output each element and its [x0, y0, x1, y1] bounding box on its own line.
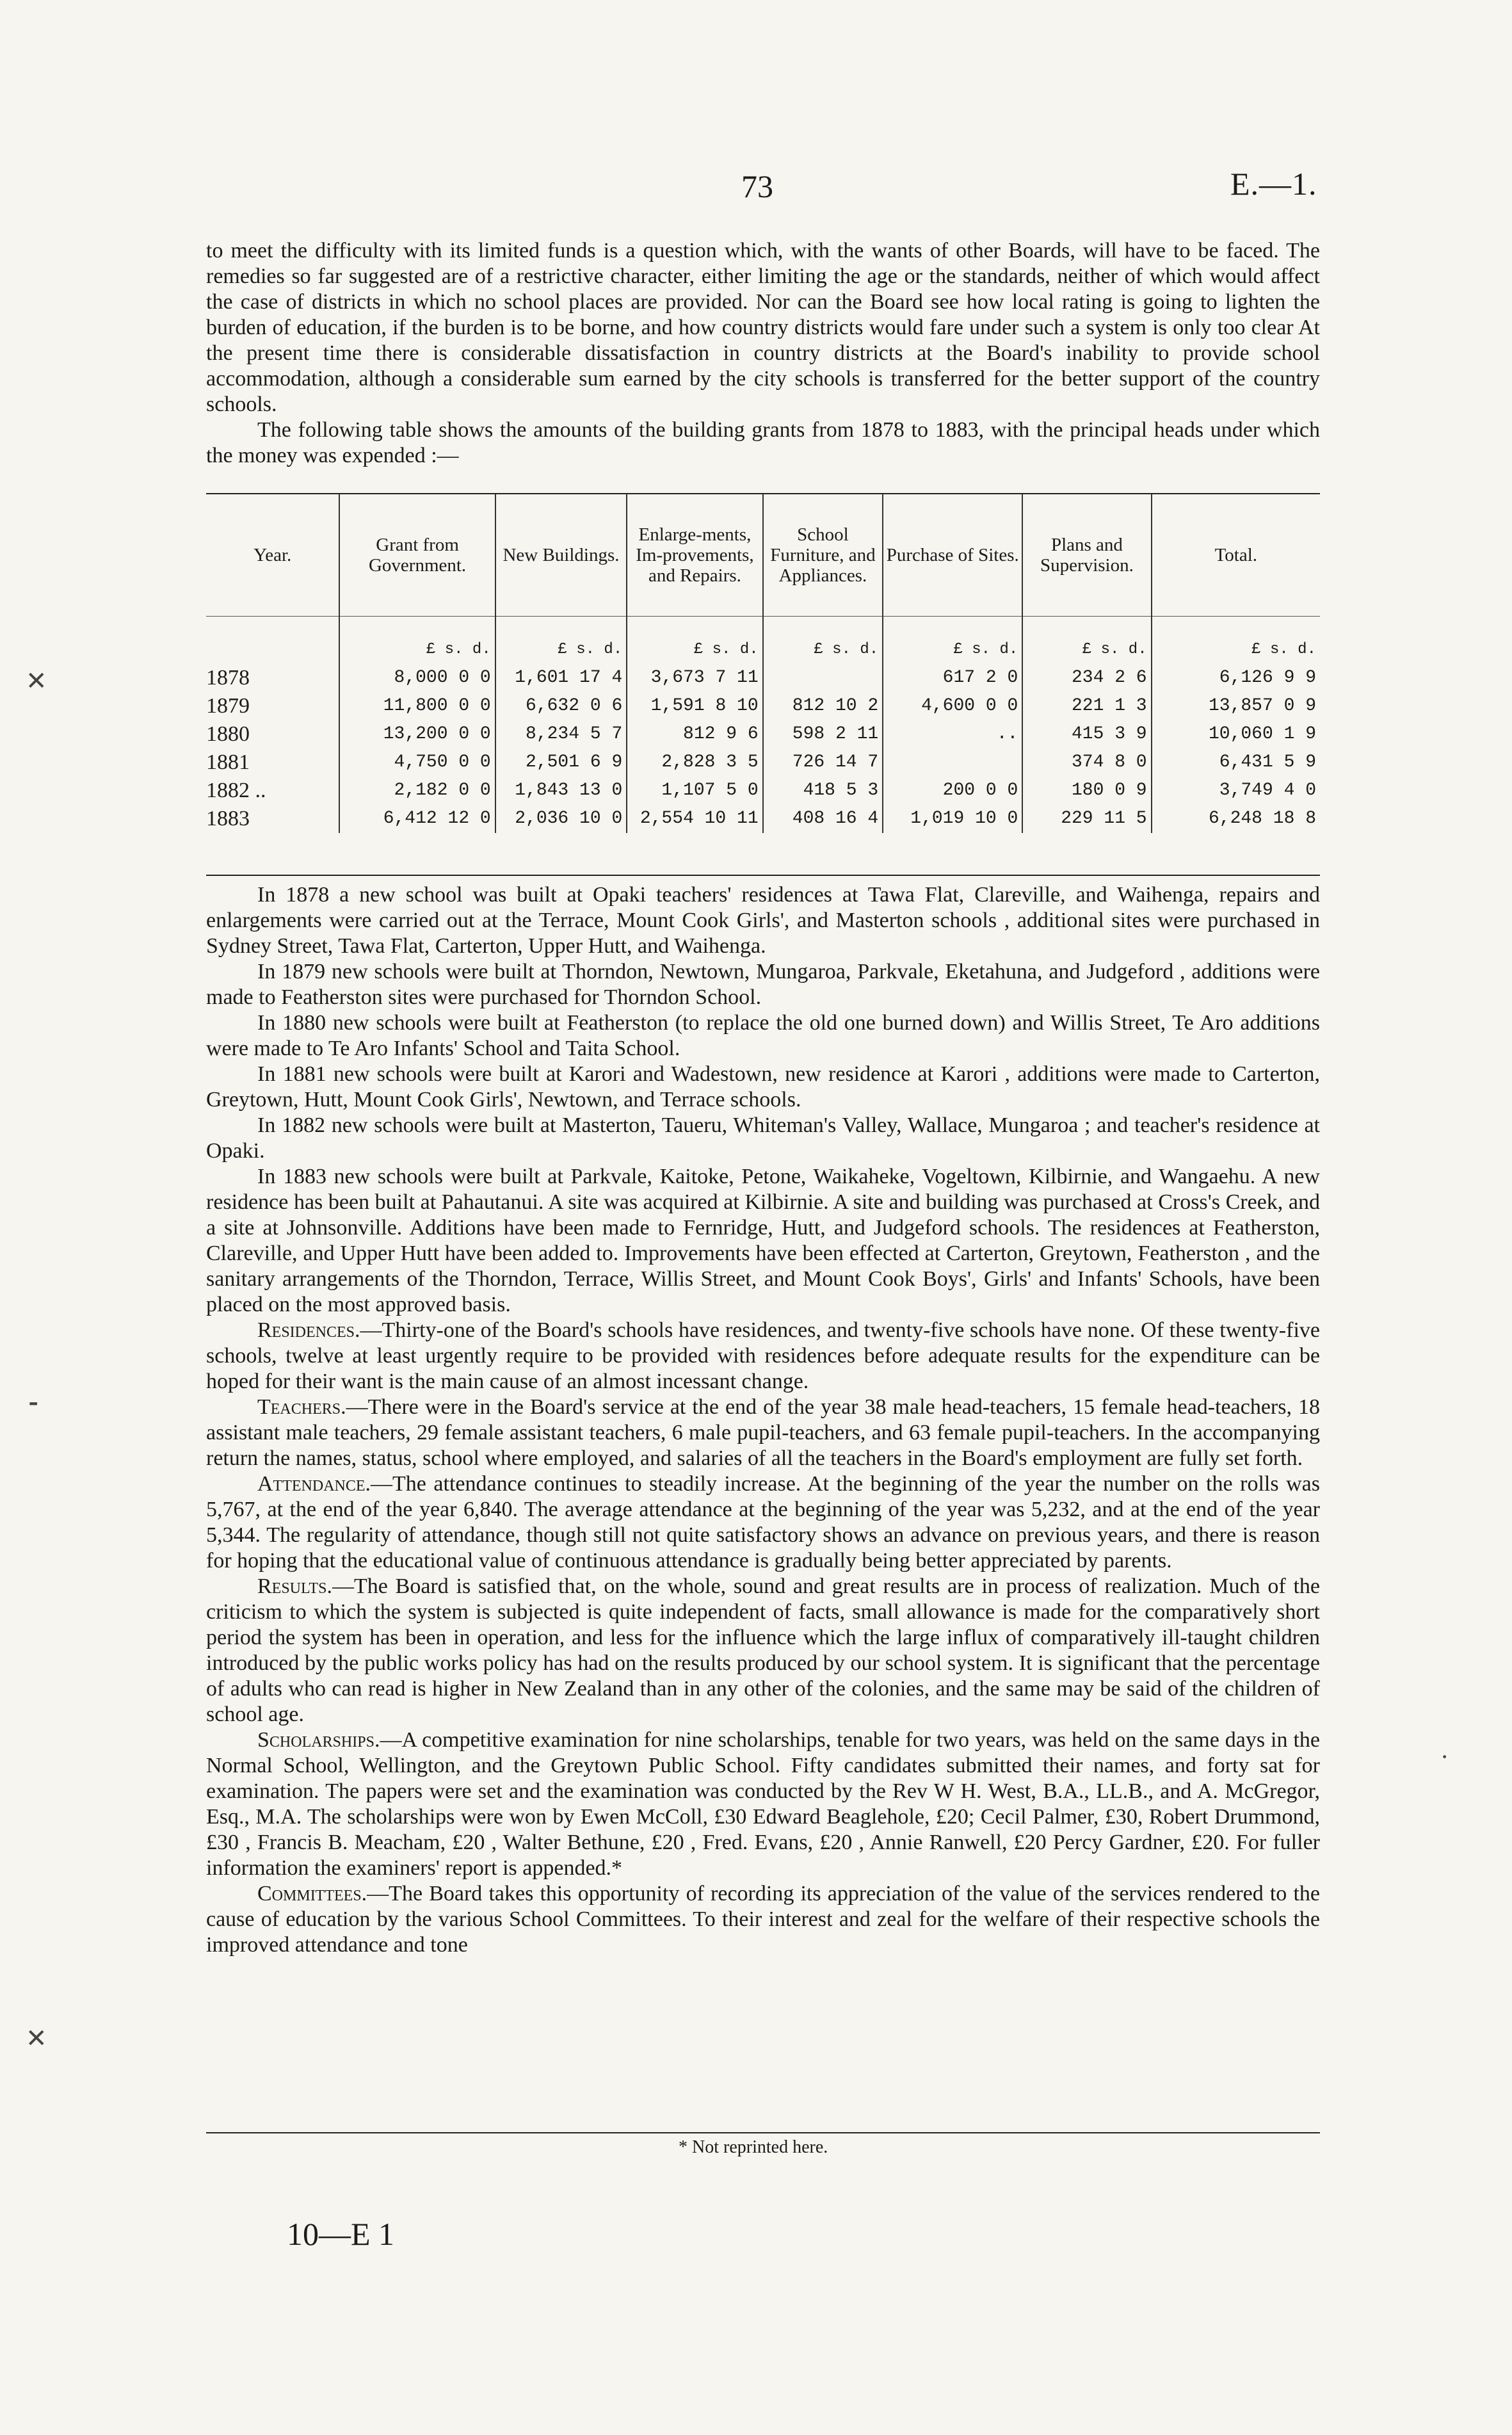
col-plans-header: Plans and Supervision. [1022, 494, 1151, 617]
table-cell: 4,600 0 0 [883, 692, 1022, 720]
residences-text: —Thirty-one of the Board's schools have residences, and twenty-five schools have none. Of these twenty-five schools, twelve at least urgently require to be provided with residences before adequate results for the expenditure can be hoped for their want is the main cause of an almost incessant change. [206, 1318, 1320, 1393]
paragraph-1879: In 1879 new schools were built at Thorndon, Newtown, Mungaroa, Parkvale, Eketahuna, and Judgeford , additions were made to Featherston sites were purchased for Thorndon School. [206, 960, 1320, 1009]
table-cell: 6,431 5 9 [1152, 748, 1320, 777]
table-header-row [206, 494, 1320, 617]
table-row [206, 777, 1320, 805]
table-cell: 6,248 18 8 [1152, 805, 1320, 833]
table-cell [206, 617, 339, 665]
intro-paragraph: to meet the difficulty with its limited funds is a question which, with the wants of other Boards, will have to be faced. The remedies so far suggested are of a restrictive character, either limiting the age or the standards, neither of which would affect the case of districts in which no school places are provided. Nor can the Board see how local rating is going to lighten the burden of education, if the burden is to be borne, and how country districts would fare under such a system is only too clear At the present time there is considerable dissatisfaction in country districts at the Board's inability to provide school accommodation, although a considerable sum earned by the city schools is transferred for the better support of the country schools. [206, 239, 1320, 416]
col-total-header: Total. [1152, 494, 1320, 617]
table-cell: 3,673 7 11 [627, 664, 762, 692]
paragraph-1880: In 1880 new schools were built at Featherston (to replace the old one burned down) and Willis Street, Te Aro additions were made to Te Aro Infants' School and Taita School. [206, 1011, 1320, 1060]
margin-mark-icon: ⁃ [27, 1390, 40, 1419]
body-text [206, 882, 1320, 1958]
table-cell: £ s. d. [339, 617, 495, 665]
table-cell: 1878 [206, 666, 250, 690]
table-row [206, 748, 1320, 777]
table-cell: £ s. d. [1022, 617, 1151, 665]
table-cell: 374 8 0 [1022, 748, 1151, 777]
table-cell: 408 16 4 [763, 805, 883, 833]
table-cell: 1,019 10 0 [883, 805, 1022, 833]
table-bottom-rule [206, 875, 1320, 876]
table-cell: 1,107 5 0 [627, 777, 762, 805]
table-cell: £ s. d. [627, 617, 762, 665]
results-text: —The Board is satisfied that, on the whole, sound and great results are in process of realization. Much of the criticism to which the system is subjected is quite independent of facts, small allowance is made for the comparatively short period the system has been in operation, and less for the influence which the large influx of comparatively ill-taught children introduced by the public works policy has had on the results produced by our school system. It is significant that the percentage of adults who can read is higher in New Zealand than in any other of the colonies, and the same may be said of the children of school age. [206, 1574, 1320, 1726]
table-cell: 8,234 5 7 [495, 720, 627, 748]
table-cell: 6,412 12 0 [339, 805, 495, 833]
table-cell: 13,857 0 9 [1152, 692, 1320, 720]
table-cell: £ s. d. [1152, 617, 1320, 665]
table-cell [763, 664, 883, 692]
table-cell: 2,828 3 5 [627, 748, 762, 777]
table-cell: 6,632 0 6 [495, 692, 627, 720]
units-row [206, 617, 1320, 665]
table-cell: £ s. d. [883, 617, 1022, 665]
table-cell: 13,200 0 0 [339, 720, 495, 748]
table-cell: 10,060 1 9 [1152, 720, 1320, 748]
margin-mark-icon: ✕ [26, 2024, 47, 2053]
committees-heading: Committees. [257, 1882, 367, 1905]
committees-text: —The Board takes this opportunity of recording its appreciation of the value of the services rendered to the cause of education by the various School Committees. To their interest and zeal for the welfare of their respective schools the improved attendance and tone [206, 1882, 1320, 1957]
col-sites-header: Purchase of Sites. [883, 494, 1022, 617]
table-cell [883, 748, 1022, 777]
margin-mark-icon: ✕ [26, 667, 47, 695]
table-cell: 415 3 9 [1022, 720, 1151, 748]
table-cell: 234 2 6 [1022, 664, 1151, 692]
table-cell: 200 0 0 [883, 777, 1022, 805]
table-cell: 1,591 8 10 [627, 692, 762, 720]
page-number: 73 [741, 168, 773, 204]
table-row [206, 720, 1320, 748]
teachers-text: —There were in the Board's service at the end of the year 38 male head-teachers, 15 female head-teachers, 18 assistant male teachers, 29 female assistant teachers, 6 male pupil-teachers, and 63 female pupil-teachers. In the accompanying return the names, status, school where employed, and salaries of all the teachers in the Board's employment are fully set forth. [206, 1395, 1320, 1470]
table-cell: 1,601 17 4 [495, 664, 627, 692]
table-cell: 726 14 7 [763, 748, 883, 777]
table-cell: 418 5 3 [763, 777, 883, 805]
table-cell: £ s. d. [495, 617, 627, 665]
table-cell: 1882 .. [206, 779, 266, 802]
table-cell: 1879 [206, 694, 250, 718]
table-cell: 2,554 10 11 [627, 805, 762, 833]
table-cell: 221 1 3 [1022, 692, 1151, 720]
table-row [206, 664, 1320, 692]
table-cell: 812 10 2 [763, 692, 883, 720]
table-cell: 229 11 5 [1022, 805, 1151, 833]
table-cell: .. [883, 720, 1022, 748]
table-cell: 180 0 9 [1022, 777, 1151, 805]
scholarships-heading: Scholarships. [257, 1728, 380, 1752]
document-code: E.—1. [1230, 166, 1317, 202]
paragraph-attendance [206, 1471, 1320, 1574]
table-row [206, 805, 1320, 833]
table-cell: 6,126 9 9 [1152, 664, 1320, 692]
footnote: * Not reprinted here. [679, 2137, 828, 2157]
paragraph-1882: In 1882 new schools were built at Masterton, Taueru, Whiteman's Valley, Wallace, Mungaroa ; and teacher's residence at Opaki. [206, 1113, 1320, 1163]
margin-mark-icon: · [1440, 1742, 1449, 1771]
attendance-text: —The attendance continues to steadily increase. At the beginning of the year the number on the rolls was 5,767, at the end of the year 6,840. The average attendance at the beginning of the year was 5,232, and at the end of the year 5,344. The regularity of attendance, though still not quite satisfactory shows an advance on previous years, and there is reason for hoping that the educational value of continuous attendance is gradually being better appreciated by parents. [206, 1472, 1320, 1573]
col-enlargements-header: Enlarge-ments, Im-provements, and Repairs. [627, 494, 762, 617]
table-intro-paragraph: The following table shows the amounts of the building grants from 1878 to 1883, with the principal heads under which the money was expended :— [206, 418, 1320, 467]
paragraph-1881: In 1881 new schools were built at Karori and Wadestown, new residence at Karori , additions were made to Carterton, Greytown, Hutt, Mount Cook Girls', Newtown, and Terrace schools. [206, 1062, 1320, 1112]
paragraph-teachers [206, 1395, 1320, 1471]
intro-text [206, 238, 1320, 469]
col-furniture-header: School Furniture, and Appliances. [763, 494, 883, 617]
table-cell: 2,036 10 0 [495, 805, 627, 833]
attendance-heading: Attendance. [257, 1472, 371, 1496]
table-cell: 4,750 0 0 [339, 748, 495, 777]
table-cell: 1,843 13 0 [495, 777, 627, 805]
results-heading: Results. [257, 1574, 332, 1598]
signature-mark: 10—E 1 [287, 2216, 395, 2252]
table-cell: 11,800 0 0 [339, 692, 495, 720]
table-cell: 1883 [206, 807, 250, 830]
col-grant-header: Grant from Government. [339, 494, 495, 617]
table-cell: 2,501 6 9 [495, 748, 627, 777]
table-cell: 2,182 0 0 [339, 777, 495, 805]
paragraph-residences [206, 1318, 1320, 1395]
scholarships-text: —A competitive examination for nine scholarships, tenable for two years, was held on the same days in the Normal School, Wellington, and the Greytown Public School. Fifty candidates submitted their names, and forty sat for examination. The papers were set and the examination was conducted by the Rev W H. West, B.A., LL.B., and A. McGregor, Esq., M.A. The scholarships were won by Ewen McColl, £30 Edward Beaglehole, £20; Cecil Palmer, £30, Robert Drummond, £30 , Francis B. Meacham, £20 , Walter Bethune, £20 , Fred. Evans, £20 , Annie Ranwell, £20 Percy Gardner, £20. For fuller information the examiners' report is appended.* [206, 1728, 1320, 1880]
table-cell: 1881 [206, 750, 250, 774]
paragraph-1878: In 1878 a new school was built at Opaki teachers' residences at Tawa Flat, Clareville, and Waihenga, repairs and enlargements were carried out at the Terrace, Mount Cook Girls', and Masterton schools , additional sites were purchased in Sydney Street, Tawa Flat, Carterton, Upper Hutt, and Waihenga. [206, 883, 1320, 958]
table-row [206, 692, 1320, 720]
table-cell: 1880 [206, 722, 250, 746]
table-cell: £ s. d. [763, 617, 883, 665]
teachers-heading: Teachers. [257, 1395, 346, 1419]
building-grants-table [206, 494, 1320, 833]
paragraph-1883: In 1883 new schools were built at Parkvale, Kaitoke, Petone, Waikaheke, Vogeltown, Kilbirnie, and Wangaehu. A new residence has been built at Pahautanui. A site was acquired at Kilbirnie. A site and building was purchased at Cross's Creek, and a site at Johnsonville. Additions have been made to Fernridge, Hutt, and Judgeford schools. The residences at Featherston, Clareville, and Upper Hutt have been added to. Improvements have been effected at Carterton, Greytown, Featherston , and the sanitary arrangements of the Thorndon, Terrace, Willis Street, and Mount Cook Boys', Girls' and Infants' Schools, have been placed on the most approved basis. [206, 1165, 1320, 1316]
table-cell: 598 2 11 [763, 720, 883, 748]
residences-heading: Residences. [257, 1318, 360, 1342]
paragraph-scholarships [206, 1727, 1320, 1881]
table-cell: 3,749 4 0 [1152, 777, 1320, 805]
table-cell: 812 9 6 [627, 720, 762, 748]
table-cell: 617 2 0 [883, 664, 1022, 692]
col-year-header: Year. [206, 494, 339, 617]
col-new-buildings-header: New Buildings. [495, 494, 627, 617]
paragraph-committees [206, 1881, 1320, 1958]
table-cell: 8,000 0 0 [339, 664, 495, 692]
paragraph-results [206, 1574, 1320, 1727]
footnote-rule [206, 2132, 1320, 2133]
